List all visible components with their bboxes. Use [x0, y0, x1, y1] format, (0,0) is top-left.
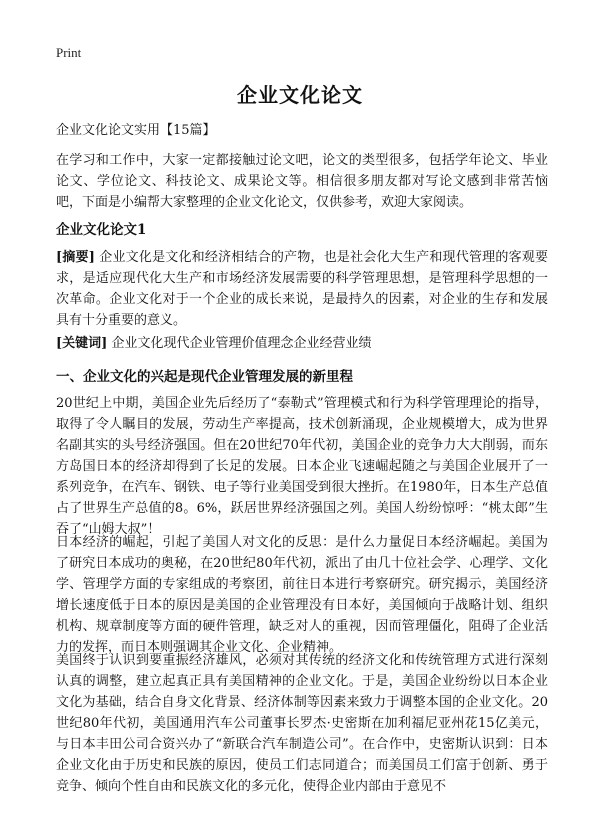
body-paragraph-2: 日本经济的崛起，引起了美国人对文化的反思：是什么力量促日本经济崛起。美国为了研究日本成功的奥秘，在20世纪80年代初，派出了由几十位社会学、心理学、文化学、管理学方面的专家组成的考察团，前往日本进行考察研究。研究揭示，美国经济增长速度低于日本的原因是美国的企业管理没有日本好，美国倾向于战略计划、组织机构、规章制度等方面的硬件管理，缺乏对人的重视，因而管理僵化，阻碍了企业活力的发挥，而日本则强调其企业文化、企业精神。 — [56, 535, 548, 655]
abstract-text: 企业文化是文化和经济相结合的产物，也是社会化大生产和现代管理的客观要求，是适应现代化大生产和市场经济发展需要的科学管理思想，是管理科学思想的一次革命。企业文化对于一个企业的成长来说，是最持久的因素，对企业的生存和发展具有十分重要的意义。 — [56, 250, 548, 328]
body-paragraph-1: 20世纪上中期，美国企业先后经历了“泰勒式”管理模式和行为科学管理理论的指导，取得了令人瞩目的发展，劳动生产率提高，技术创新涌现，企业规模增大，成为世界名副其实的头号经济强国。但在20世纪70年代初，美国企业的竞争力大大削弱，而东方岛国日本的经济却得到了长足的发展。日本企业飞速崛起随之与美国企业展开了一系列竞争，在汽车、钢铁、电子等行业美国受到很大挫折。在1980年，日本生产总值占了世界生产总值的8。6%，跃居世界经济强国之列。美国人纷纷惊呼：“桃太郎”生吞了“山姆大叔”！ — [56, 396, 548, 537]
keywords-text: 企业文化现代企业管理价值理念企业经营业绩 — [107, 336, 372, 351]
subtitle: 企业文化论文实用【15篇】 — [56, 123, 216, 138]
abstract-tag: [摘要] — [56, 250, 95, 265]
intro-paragraph: 在学习和工作中，大家一定都接触过论文吧，论文的类型很多，包括学年论文、毕业论文、学位论文、科技论文、成果论文等。相信很多朋友都对写论文感到非常苦恼吧，下面是小编帮大家整理的企业文化论文，仅供参考，欢迎大家阅读。 — [56, 153, 548, 210]
essay-heading: 企业文化论文1 — [56, 222, 147, 238]
keywords-tag: [关键词] — [56, 336, 108, 351]
abstract-paragraph — [56, 247, 548, 331]
body-paragraph-3: 美国终于认识到要重振经济雄风，必须对其传统的经济文化和传统管理方式进行深刻认真的调整，建立起真正具有美国精神的企业文化。于是，美国企业纷纷以日本企业文化为基础，结合自身文化背景、经济体制等因素来致力于调整本国的企业文化。20世纪80年代初，美国通用汽车公司董事长罗杰·史密斯在加利福尼亚州花15亿美元，与日本丰田公司合资兴办了“新联合汽车制造公司”。在合作中，史密斯认识到：日本企业文化由于历史和民族的原因，使员工们志同道合；而美国员工们富于创新、勇于竞争、倾向个性自由和民族文化的多元化，使得企业内部由于意见不 — [56, 653, 548, 794]
page-title: 企业文化论文 — [237, 83, 363, 107]
print-label: Print — [56, 45, 82, 60]
keywords-paragraph — [56, 333, 548, 354]
section-heading: 一、企业文化的兴起是现代企业管理发展的新里程 — [56, 369, 353, 385]
